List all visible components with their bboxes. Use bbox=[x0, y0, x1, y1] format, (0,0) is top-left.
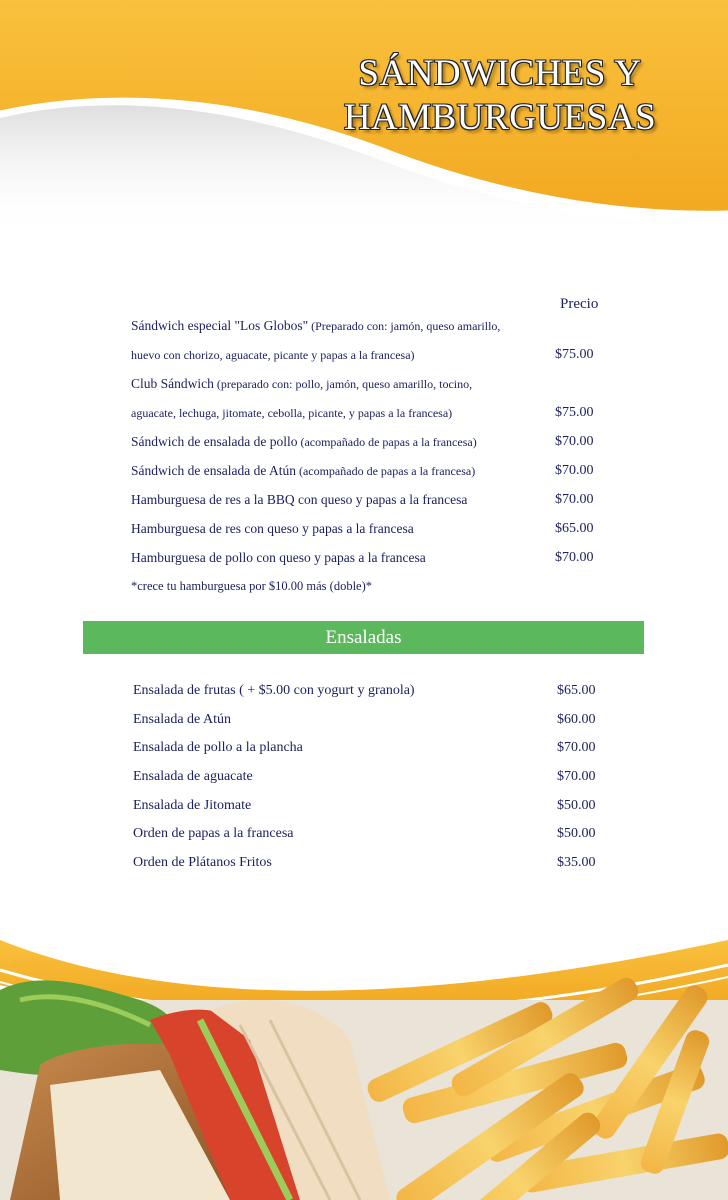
title-line-2: HAMBURGUESAS bbox=[343, 97, 657, 138]
menu-row bbox=[133, 853, 613, 882]
menu-row bbox=[131, 461, 611, 490]
menu-row bbox=[131, 432, 611, 461]
item-price: $70.00 bbox=[555, 492, 594, 507]
item-detail: (Preparado con: jamón, queso amarillo, bbox=[308, 319, 501, 333]
item-name: Orden de Plátanos Fritos bbox=[133, 855, 272, 871]
item-price: $65.00 bbox=[555, 521, 594, 536]
menu-row bbox=[131, 316, 611, 345]
item-price: $35.00 bbox=[557, 855, 596, 871]
item-price: $75.00 bbox=[555, 347, 594, 362]
item-detail: (acompañado de papas a la francesa) bbox=[295, 464, 476, 478]
item-name: Hamburguesa de res a la BBQ con queso y papas a la francesa bbox=[131, 492, 468, 507]
menu-row bbox=[131, 403, 611, 432]
item-price: $75.00 bbox=[555, 405, 594, 420]
item-name: Ensalada de frutas ( + $5.00 con yogurt y granola) bbox=[133, 683, 415, 698]
salad-list bbox=[133, 681, 613, 882]
item-name: Ensalada de Atún bbox=[133, 711, 231, 727]
item-price: $65.00 bbox=[557, 683, 596, 698]
item-name: Sándwich de ensalada de Atún bbox=[131, 463, 296, 478]
menu-row bbox=[133, 796, 613, 825]
item-price: $70.00 bbox=[555, 550, 594, 565]
menu-row bbox=[133, 710, 613, 739]
section-title: Ensaladas bbox=[325, 627, 402, 648]
item-price: $70.00 bbox=[557, 769, 596, 785]
item-price: $60.00 bbox=[557, 711, 596, 727]
menu-row bbox=[133, 738, 613, 767]
item-price: $50.00 bbox=[557, 797, 596, 813]
item-name: Hamburguesa de pollo con queso y papas a la francesa bbox=[131, 550, 426, 565]
menu-row bbox=[131, 519, 611, 548]
menu-row bbox=[131, 345, 611, 374]
item-price: $70.00 bbox=[555, 434, 594, 449]
price-column-header: Precio bbox=[560, 296, 599, 312]
title-line-1: SÁNDWICHES Y bbox=[358, 53, 642, 94]
sandwich-list bbox=[131, 316, 611, 606]
item-detail: huevo con chorizo, aguacate, picante y papas a la francesa) bbox=[131, 348, 415, 362]
item-price: $50.00 bbox=[557, 826, 596, 842]
item-detail: (acompañado de papas a la francesa) bbox=[297, 435, 477, 449]
footer-food-illustration bbox=[0, 930, 728, 1200]
burger-double-note: *crece tu hamburguesa por $10.00 más (doble)* bbox=[131, 579, 373, 593]
menu-row bbox=[131, 548, 611, 577]
item-detail: (preparado con: pollo, jamón, queso amarillo, tocino, bbox=[213, 377, 473, 391]
page-title bbox=[300, 52, 700, 140]
item-name: Club Sándwich bbox=[131, 376, 214, 391]
menu-row bbox=[131, 490, 611, 519]
item-detail: aguacate, lechuga, jitomate, cebolla, picante, y papas a la francesa) bbox=[131, 406, 453, 420]
menu-note-row bbox=[131, 577, 611, 606]
item-name: Hamburguesa de res con queso y papas a la francesa bbox=[131, 521, 414, 536]
menu-row bbox=[131, 374, 611, 403]
menu-row bbox=[133, 681, 613, 710]
item-price: $70.00 bbox=[557, 740, 596, 756]
item-name: Ensalada de aguacate bbox=[133, 769, 253, 785]
item-price: $70.00 bbox=[555, 463, 594, 478]
section-header-ensaladas bbox=[83, 621, 644, 654]
menu-row bbox=[133, 824, 613, 853]
item-name: Orden de papas a la francesa bbox=[133, 826, 294, 842]
item-name: Ensalada de Jitomate bbox=[133, 797, 252, 813]
item-name: Sándwich especial "Los Globos" bbox=[131, 318, 309, 333]
item-name: Ensalada de pollo a la plancha bbox=[133, 740, 303, 756]
item-name: Sándwich de ensalada de pollo bbox=[131, 434, 298, 449]
menu-row bbox=[133, 767, 613, 796]
